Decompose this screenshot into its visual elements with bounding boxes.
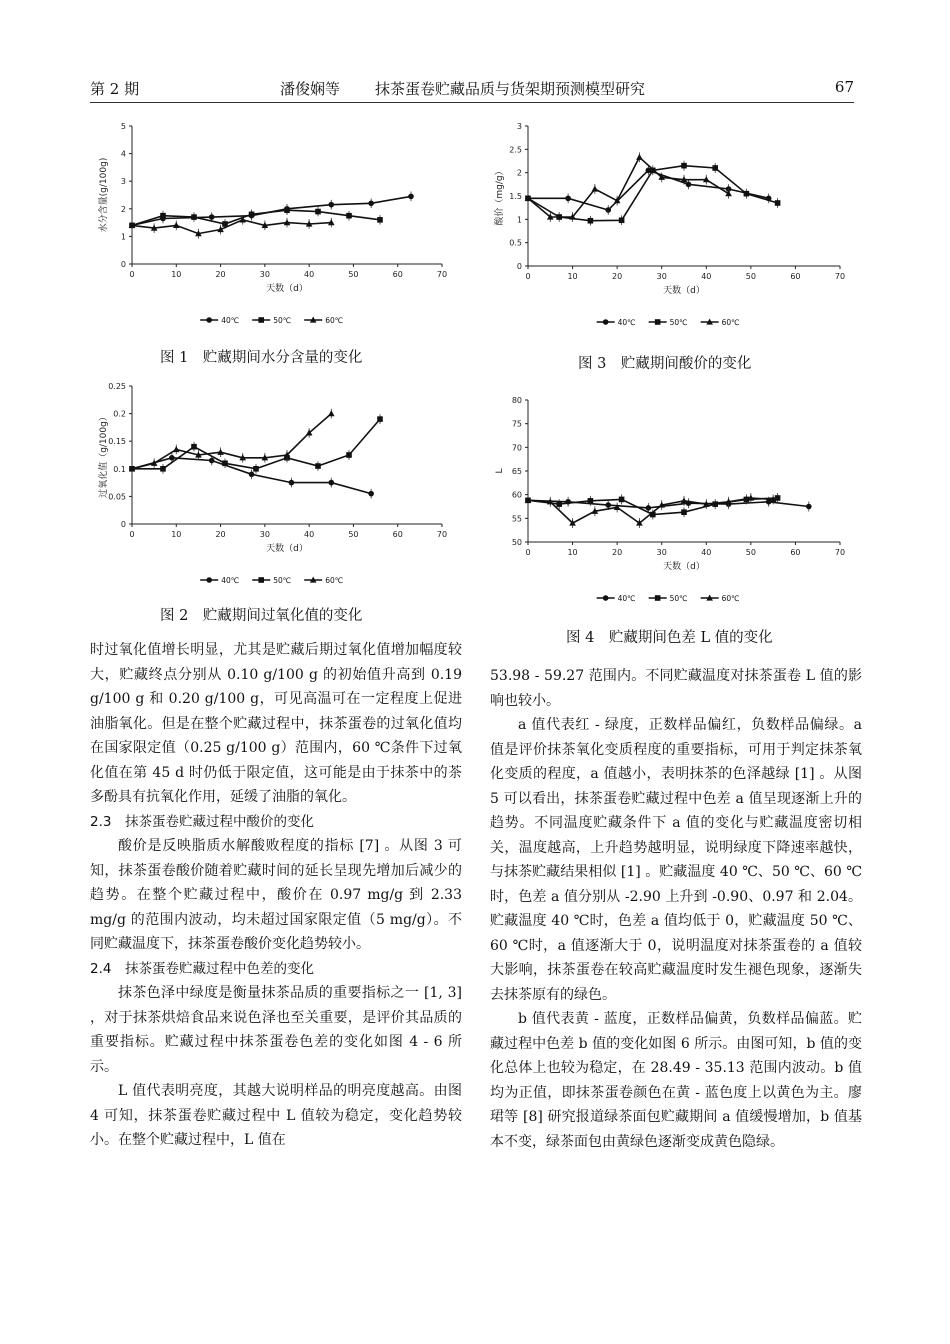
x-tick-label: 0	[525, 548, 531, 557]
y-tick-label: 1.5	[509, 192, 522, 201]
data-point	[646, 505, 652, 511]
y-tick-label: 3	[120, 177, 126, 187]
y-tick-label: 0.2	[113, 409, 126, 419]
x-tick-label: 30	[656, 272, 667, 281]
y-tick-label: 0	[516, 262, 522, 271]
y-tick-label: 0	[120, 520, 126, 529]
data-point	[588, 498, 594, 504]
x-tick-label: 0	[525, 272, 531, 281]
chart-svg	[96, 378, 456, 596]
legend-label: 60℃	[325, 576, 344, 585]
data-point	[249, 212, 255, 218]
x-tick-label: 70	[436, 530, 448, 539]
x-tick-label: 0	[129, 270, 135, 279]
x-tick-label: 10	[567, 272, 578, 281]
data-point	[315, 209, 321, 215]
x-tick-label: 40	[304, 270, 315, 279]
y-tick-label: 0.25	[108, 382, 126, 391]
x-tick-label: 10	[567, 548, 578, 557]
legend-marker	[655, 595, 661, 601]
paragraph: 酸价是反映脂质水解酸败程度的指标 [7] 。从图 3 可知，抹茶蛋卷酸价随着贮藏时间的延长呈现先增加后减少的趋势。在整个贮藏过程中，酸价在 0.97 mg/g 到 2.33 mg/g 的范围内波动，均未超过国家限定值（5 mg/g）。不同贮藏温度下，抹茶蛋卷酸价变化趋势较小。	[90, 838, 462, 952]
x-tick-label: 50	[348, 530, 359, 539]
paragraph: b 值代表黄 - 蓝度，正数样品偏黄，负数样品偏蓝。贮藏过程中色差 b 值的变化如图 6 所示。由图可知，b 值的变化总体上也较为稳定，在 28.49 - 35.13 范围内波动。b 值均为正值，即抹茶蛋卷颜色在黄 - 蓝色度上以黄色为主。廖珺等 [8] 研究报道绿茶面包贮藏期间 a 值缓慢增加，b 值基本不变，绿茶面包由黄绿色逐渐变成黄色隐绿。	[490, 1011, 862, 1150]
chart-svg	[492, 118, 854, 338]
data-point	[368, 200, 374, 206]
data-point	[160, 466, 166, 472]
y-tick-label: 2	[120, 204, 126, 214]
data-point	[160, 213, 166, 219]
y-tick-label: 2	[516, 168, 522, 178]
x-tick-label: 40	[701, 548, 712, 557]
x-tick-label: 70	[834, 548, 846, 557]
y-tick-label: 0	[120, 260, 126, 269]
legend-label: 50℃	[669, 594, 688, 603]
y-tick-label: 5	[120, 122, 126, 131]
figure-4-caption: 图 4 贮藏期间色差 L 值的变化	[566, 630, 773, 646]
data-point	[605, 207, 611, 213]
data-point	[619, 497, 625, 503]
data-point	[775, 495, 781, 501]
y-tick-label: 80	[511, 396, 522, 405]
data-point	[592, 186, 599, 192]
figure-1	[96, 118, 456, 336]
data-point	[191, 214, 197, 220]
y-tick-label: 50	[511, 538, 522, 547]
data-point	[686, 182, 692, 188]
data-point	[565, 196, 571, 202]
y-tick-label: 1	[516, 215, 522, 225]
legend-label: 50℃	[273, 316, 292, 325]
legend-label: 60℃	[721, 594, 740, 603]
y-tick-label: 3	[516, 122, 522, 131]
series-line-0	[132, 196, 411, 225]
data-point	[209, 214, 215, 220]
y-tick-label: 0.1	[113, 464, 126, 474]
data-point	[209, 458, 215, 464]
y-axis-label: 水分含量(g/100g)	[99, 157, 109, 233]
data-point	[681, 163, 687, 169]
y-tick-label: 0.05	[108, 492, 126, 502]
legend-label: 40℃	[221, 316, 240, 325]
data-point	[681, 509, 687, 515]
paragraph: 时过氧化值增长明显，尤其是贮藏后期过氧化值增加幅度较大，贮藏终点分别从 0.10 g/100 g 的初始值升高到 0.19 g/100 g 和 0.20 g/100 g，可见高温可在一定程度上促进油脂氧化。但是在整个贮藏过程中，抹茶蛋卷的过氧化值均在国家限定值（0.25 g/100 g）范围内，60 ℃条件下过氧化值在第 45 d 时仍低于限定值，这可能是由于抹茶中的茶多酚具有抗氧化作用，延缓了油脂的氧化。	[90, 642, 462, 805]
legend-label: 60℃	[721, 318, 740, 327]
x-tick-label: 10	[171, 530, 182, 539]
x-tick-label: 50	[348, 270, 359, 279]
legend-label: 60℃	[325, 316, 344, 325]
legend-label: 50℃	[273, 576, 292, 585]
data-point	[173, 446, 180, 452]
data-point	[619, 217, 625, 223]
data-point	[315, 463, 321, 469]
data-point	[289, 480, 295, 486]
data-point	[328, 480, 334, 486]
right-column	[490, 664, 862, 1154]
data-point	[346, 452, 352, 458]
data-point	[284, 207, 290, 213]
x-axis-label: 天数（d）	[663, 286, 705, 296]
y-tick-label: 70	[511, 443, 522, 453]
page-number: 67	[834, 78, 854, 96]
data-point	[712, 165, 718, 171]
y-tick-label: 55	[511, 514, 522, 524]
running-header	[90, 78, 854, 103]
data-point	[249, 472, 255, 478]
data-point	[377, 416, 383, 422]
x-tick-label: 70	[436, 270, 448, 279]
y-tick-label: 60	[511, 490, 522, 500]
figure-3-caption: 图 3 贮藏期间酸价的变化	[578, 356, 752, 372]
x-tick-label: 50	[745, 272, 756, 281]
data-point	[328, 202, 334, 208]
data-point	[588, 218, 594, 224]
x-tick-label: 20	[215, 270, 226, 279]
chart-svg	[96, 118, 456, 336]
section-heading-2-4: 2.4 抹茶蛋卷贮藏过程中色差的变化	[90, 960, 314, 977]
data-point	[368, 491, 374, 497]
paragraph: L 值代表明亮度，其越大说明样品的明亮度越高。由图 4 可知，抹茶蛋卷贮藏过程中 L 值较为稳定，变化趋势较小。在整个贮藏过程中，L 值在	[90, 1083, 462, 1148]
chart-svg	[492, 392, 854, 614]
legend-label: 40℃	[617, 318, 636, 327]
figure-3	[492, 118, 854, 338]
legend-marker	[655, 319, 661, 325]
x-tick-label: 40	[701, 272, 712, 281]
paragraph: a 值代表红 - 绿度，正数样品偏红，负数样品偏绿。a 值是评价抹茶氧化变质程度的重要指标，可用于判定抹茶氧化变质的程度，a 值越小，表明抹茶的色泽越绿 [1] 。从图 5 可以看出，抹茶蛋卷贮藏过程中色差 a 值呈现逐渐上升的趋势。不同温度贮藏条件下 a 值的变化与贮藏温度密切相关，温度越高，上升趋势越明显，说明绿度下降速率越快，与抹茶贮藏结果相似 [1] 。贮藏温度 40 ℃、50 ℃、60 ℃时，色差 a 值分别从 -2.90 上升到 -0.90、0.97 和 2.04。贮藏温度 40 ℃时，色差 a 值均低于 0，贮藏温度 50 ℃、60 ℃时，a 值逐渐大于 0，说明温度对抹茶蛋卷的 a 值较大影响，抹茶蛋卷在较高贮藏温度时发生褪色现象，逐渐失去抹茶原有的绿色。	[490, 717, 862, 1003]
legend-marker	[603, 319, 609, 325]
legend-label: 50℃	[669, 318, 688, 327]
data-point	[408, 194, 414, 200]
header-title: 抹茶蛋卷贮藏品质与货架期预测模型研究	[375, 80, 646, 98]
figure-2-caption: 图 2 贮藏期间过氧化值的变化	[160, 608, 363, 624]
y-tick-label: 4	[120, 149, 126, 159]
x-tick-label: 20	[612, 272, 623, 281]
data-point	[636, 154, 643, 160]
y-tick-label: 0.15	[108, 437, 126, 447]
legend-label: 40℃	[617, 594, 636, 603]
header-authors: 潘俊娴等	[280, 80, 341, 98]
figure-2	[96, 378, 456, 596]
data-point	[222, 460, 228, 466]
y-tick-label: 75	[511, 419, 522, 429]
left-column	[90, 638, 462, 1153]
y-tick-label: 0.5	[509, 238, 522, 248]
x-tick-label: 30	[656, 548, 667, 557]
legend-marker	[206, 577, 212, 583]
data-point	[346, 213, 352, 219]
x-tick-label: 30	[259, 270, 270, 279]
legend-label: 40℃	[221, 576, 240, 585]
x-axis-label: 天数（d）	[663, 562, 705, 572]
x-tick-label: 20	[215, 530, 226, 539]
y-tick-label: 2.5	[509, 145, 522, 155]
data-point	[169, 455, 175, 461]
y-axis-label: 酸价（mg/g）	[495, 166, 505, 226]
figure-1-caption: 图 1 贮藏期间水分含量的变化	[160, 350, 363, 366]
data-point	[775, 200, 781, 206]
legend-marker	[206, 317, 212, 323]
x-tick-label: 70	[834, 272, 846, 281]
x-tick-label: 10	[171, 270, 182, 279]
series-line-1	[132, 419, 380, 469]
x-tick-label: 50	[745, 548, 756, 557]
x-tick-label: 0	[129, 530, 135, 539]
x-axis-label: 天数（d）	[266, 544, 308, 554]
y-axis-label: 过氧化值（g/100g）	[99, 412, 109, 498]
x-tick-label: 40	[304, 530, 315, 539]
data-point	[377, 217, 383, 223]
legend-marker	[258, 577, 264, 583]
data-point	[806, 504, 812, 510]
data-point	[744, 191, 750, 197]
data-point	[253, 466, 259, 472]
legend-marker	[603, 595, 609, 601]
x-tick-label: 60	[790, 548, 801, 557]
y-axis-label: L	[495, 468, 505, 474]
data-point	[556, 501, 562, 507]
data-point	[191, 444, 197, 450]
y-tick-label: 1	[120, 232, 126, 242]
paragraph: 53.98 - 59.27 范围内。不同贮藏温度对抹茶蛋卷 L 值的影响也较小。	[490, 668, 862, 709]
section-heading-2-3: 2.3 抹茶蛋卷贮藏过程中酸价的变化	[90, 813, 314, 830]
x-tick-label: 60	[790, 272, 801, 281]
data-point	[605, 502, 611, 508]
x-tick-label: 30	[259, 530, 270, 539]
x-axis-label: 天数（d）	[266, 284, 308, 294]
figure-4	[492, 392, 854, 614]
data-point	[725, 190, 732, 196]
y-tick-label: 65	[511, 467, 522, 476]
issue-label: 第 2 期	[90, 80, 140, 98]
x-tick-label: 20	[612, 548, 623, 557]
legend-marker	[258, 317, 264, 323]
x-tick-label: 60	[392, 270, 403, 279]
paragraph: 抹茶色泽中绿度是衡量抹茶品质的重要指标之一 [1, 3] ，对于抹茶烘焙食品来说色泽也至关重要，是评价其品质的重要指标。贮藏过程中抹茶蛋卷色差的变化如图 4 - 6 所示。	[90, 985, 462, 1075]
data-point	[328, 410, 335, 416]
x-tick-label: 60	[392, 530, 403, 539]
